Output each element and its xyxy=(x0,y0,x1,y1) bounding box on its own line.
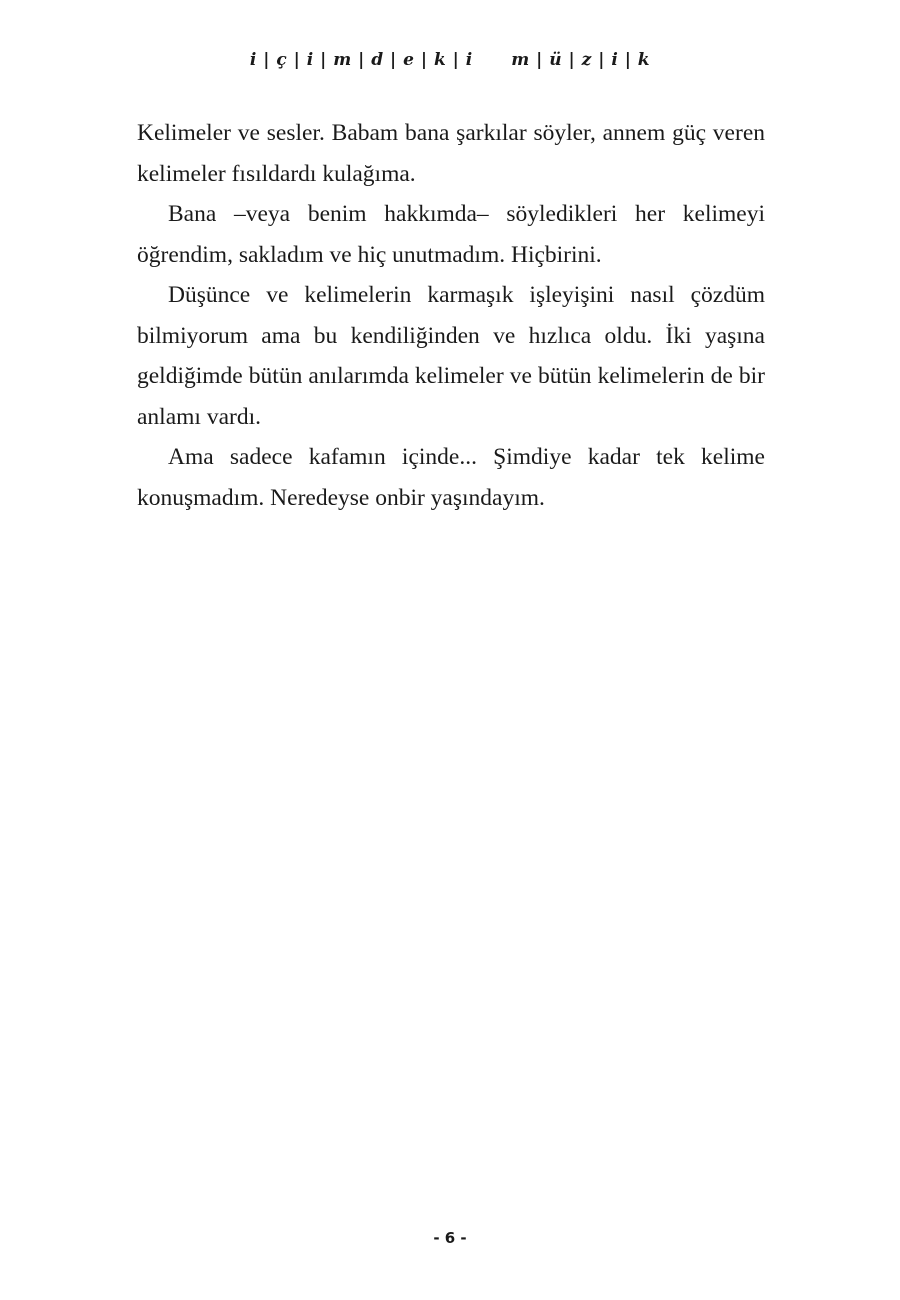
paragraph-4: Ama sadece kafamın içinde... Şimdiye kadar tek kelime konuşmadım. Neredeyse onbir yaşındayım. xyxy=(137,444,765,511)
paragraph-3: Düşünce ve kelimelerin karmaşık işleyişini nasıl çözdüm bilmiyorum ama bu kendiliğinden ve hızlıca oldu. İki yaşına geldiğimde bütün anılarımda kelimeler ve bütün kelimelerin de bir anlamı vardı. xyxy=(137,282,765,430)
body-text xyxy=(137,113,765,518)
paragraph-2: Bana –veya benim hakkımda– söyledikleri her kelimeyi öğrendim, sakladım ve hiç unutmadım. Hiçbirini. xyxy=(137,201,765,268)
page-number: - 6 - xyxy=(433,1229,467,1247)
paragraph-1: Kelimeler ve sesler. Babam bana şarkılar söyler, annem güç veren kelimeler fısıldardı kulağıma. xyxy=(137,120,765,187)
running-header: i | ç | i | m | d | e | k | i m | ü | z | i | k xyxy=(249,50,651,70)
